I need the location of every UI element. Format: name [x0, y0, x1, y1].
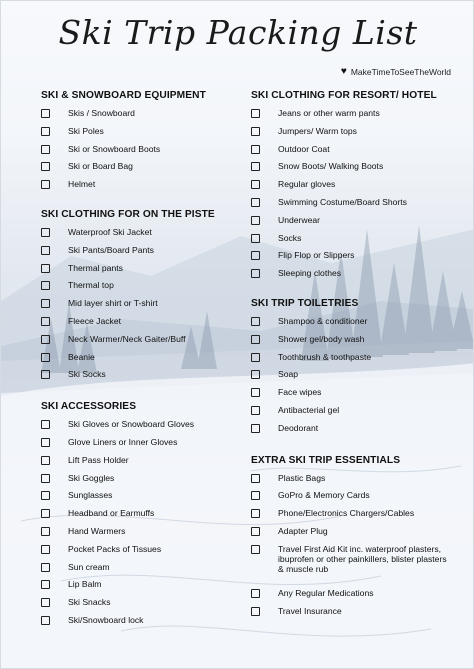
checkbox[interactable] — [251, 269, 260, 278]
list-item — [251, 405, 461, 423]
checkbox[interactable] — [41, 335, 50, 344]
checkbox[interactable] — [41, 162, 50, 171]
checkbox[interactable] — [41, 616, 50, 625]
checkbox[interactable] — [41, 353, 50, 362]
checkbox[interactable] — [251, 198, 260, 207]
item-label: Beanie — [68, 351, 95, 362]
list-item — [41, 369, 251, 387]
item-label: GoPro & Memory Cards — [278, 490, 370, 501]
item-label: Fleece Jacket — [68, 315, 122, 326]
checkbox[interactable] — [41, 580, 50, 589]
list-item — [41, 263, 251, 281]
checkbox[interactable] — [41, 438, 50, 447]
list-item — [41, 437, 251, 455]
list-item — [41, 419, 251, 437]
list-item — [41, 508, 251, 526]
item-label: Sun cream — [68, 561, 110, 572]
checkbox[interactable] — [251, 162, 260, 171]
item-label: Sleeping clothes — [278, 268, 342, 279]
item-label: Lift Pass Holder — [68, 454, 129, 465]
item-label: Adapter Plug — [278, 525, 328, 536]
item-label: Phone/Electronics Chargers/Cables — [278, 508, 415, 519]
item-label: Hand Warmers — [68, 525, 126, 536]
list-item — [41, 108, 251, 126]
item-label: Regular gloves — [278, 179, 336, 190]
item-label: Flip Flop or Slippers — [278, 250, 355, 261]
list-item — [251, 423, 461, 441]
checkbox[interactable] — [251, 607, 260, 616]
item-label: Underwear — [278, 214, 321, 225]
item-label: Antibacterial gel — [278, 404, 340, 415]
list-item — [41, 298, 251, 316]
list-item — [41, 455, 251, 473]
checkbox[interactable] — [41, 598, 50, 607]
checkbox[interactable] — [41, 281, 50, 290]
list-item — [41, 245, 251, 263]
checkbox[interactable] — [251, 545, 260, 554]
section-title: SKI CLOTHING FOR ON THE PISTE — [41, 208, 215, 220]
heart-icon: ♥ — [340, 66, 347, 77]
section-equipment — [41, 89, 251, 197]
checkbox[interactable] — [251, 589, 260, 598]
checkbox[interactable] — [41, 491, 50, 500]
checkbox[interactable] — [251, 216, 260, 225]
item-label: Travel Insurance — [278, 605, 342, 616]
checkbox[interactable] — [41, 509, 50, 518]
checkbox[interactable] — [251, 335, 260, 344]
item-label: Shower gel/body wash — [278, 333, 365, 344]
checkbox[interactable] — [251, 491, 260, 500]
item-label: Swimming Costume/Board Shorts — [278, 196, 407, 207]
item-label: Ski/Snowboard lock — [68, 614, 144, 625]
left-column — [41, 89, 251, 633]
checkbox[interactable] — [251, 370, 260, 379]
checkbox[interactable] — [251, 527, 260, 536]
section-toiletries — [251, 297, 461, 441]
list-item — [41, 179, 251, 197]
page-title: Ski Trip Packing List — [58, 13, 418, 52]
checkbox[interactable] — [251, 251, 260, 260]
list-item — [41, 473, 251, 491]
item-label: Ski or Snowboard Boots — [68, 143, 161, 154]
list-item — [41, 280, 251, 298]
checkbox[interactable] — [41, 180, 50, 189]
item-label: Ski Gloves or Snowboard Gloves — [68, 419, 195, 430]
checkbox[interactable] — [251, 180, 260, 189]
section-title: SKI & SNOWBOARD EQUIPMENT — [41, 90, 206, 101]
checkbox[interactable] — [41, 228, 50, 237]
list-item — [41, 352, 251, 370]
credit-line — [341, 67, 451, 77]
section-title: SKI TRIP TOILETRIES — [251, 297, 359, 309]
item-label: Helmet — [68, 179, 96, 190]
section-title: SKI CLOTHING FOR RESORT/ HOTEL — [251, 90, 437, 101]
list-item — [251, 369, 461, 387]
item-label: Soap — [278, 369, 299, 380]
checkbox[interactable] — [251, 234, 260, 243]
item-label: Ski Goggles — [68, 472, 115, 483]
list-item — [41, 227, 251, 245]
checkbox[interactable] — [41, 145, 50, 154]
item-label: Waterproof Ski Jacket — [68, 226, 152, 237]
item-label: Plastic Bags — [278, 472, 326, 483]
item-label: Neck Warmer/Neck Gaiter/Buff — [68, 333, 186, 344]
right-column — [251, 89, 461, 623]
list-item — [41, 490, 251, 508]
item-label: Jumpers/ Warm tops — [278, 125, 357, 136]
item-label: Ski Pants/Board Pants — [68, 244, 154, 255]
list-item — [41, 334, 251, 352]
item-label: Thermal top — [68, 280, 114, 291]
checkbox[interactable] — [251, 109, 260, 118]
list-item — [41, 526, 251, 544]
list-item — [251, 197, 461, 215]
list-item — [251, 334, 461, 352]
item-label: Deodorant — [278, 422, 319, 433]
item-label: Mid layer shirt or T-shirt — [68, 298, 158, 309]
list-item — [41, 615, 251, 633]
list-item — [251, 126, 461, 144]
list-item — [251, 352, 461, 370]
checkbox[interactable] — [41, 264, 50, 273]
list-item — [41, 544, 251, 562]
item-label: Snow Boots/ Walking Boots — [278, 161, 384, 172]
list-item — [251, 233, 461, 251]
item-label: Outdoor Coat — [278, 143, 330, 154]
list-item — [251, 215, 461, 233]
list-item — [251, 250, 461, 268]
checkbox[interactable] — [41, 527, 50, 536]
list-item — [41, 161, 251, 179]
list-item — [251, 588, 461, 606]
list-item — [251, 387, 461, 405]
item-label: Lip Balm — [68, 579, 102, 590]
item-label: Ski Poles — [68, 125, 104, 136]
checkbox[interactable] — [251, 127, 260, 136]
item-label: Headband or Earmuffs — [68, 508, 155, 519]
list-item — [251, 268, 461, 286]
checkbox[interactable] — [41, 317, 50, 326]
item-label: Toothbrush & toothpaste — [278, 351, 372, 362]
list-item — [41, 597, 251, 615]
list-item — [251, 526, 461, 544]
checkbox[interactable] — [41, 456, 50, 465]
checkbox[interactable] — [251, 388, 260, 397]
list-item — [251, 473, 461, 491]
item-label: Thermal pants — [68, 262, 123, 273]
item-label: Travel First Aid Kit inc. waterproof plasters, ibuprofen or other painkillers, blister plasters & muscle rub — [278, 543, 447, 574]
checkbox[interactable] — [41, 545, 50, 554]
list-item — [251, 490, 461, 508]
list-item — [41, 562, 251, 580]
item-label: Sunglasses — [68, 490, 113, 501]
section-accessories — [41, 400, 251, 633]
item-label: Shampoo & conditioner — [278, 315, 368, 326]
section-piste-clothing — [41, 208, 251, 387]
list-item — [251, 508, 461, 526]
section-title: SKI ACCESSORIES — [41, 401, 137, 413]
item-label: Face wipes — [278, 387, 322, 398]
item-label: Ski Snacks — [68, 597, 111, 608]
list-item — [41, 144, 251, 162]
checkbox[interactable] — [251, 353, 260, 362]
checkbox[interactable] — [41, 127, 50, 136]
section-resort-clothing — [251, 89, 461, 286]
checkbox[interactable] — [251, 424, 260, 433]
checkbox[interactable] — [251, 145, 260, 154]
section-essentials — [251, 454, 461, 624]
checkbox[interactable] — [41, 109, 50, 118]
item-label: Socks — [278, 232, 302, 243]
list-item — [251, 544, 461, 588]
list-item — [41, 316, 251, 334]
checkbox[interactable] — [41, 299, 50, 308]
checkbox[interactable] — [251, 474, 260, 483]
list-item — [251, 179, 461, 197]
checkbox[interactable] — [41, 563, 50, 572]
list-item — [41, 126, 251, 144]
checkbox[interactable] — [41, 420, 50, 429]
list-item — [251, 161, 461, 179]
item-label: Glove Liners or Inner Gloves — [68, 436, 178, 447]
item-label: Ski Socks — [68, 369, 106, 380]
item-label: Ski or Board Bag — [68, 161, 133, 172]
section-title: EXTRA SKI TRIP ESSENTIALS — [251, 454, 401, 466]
checkbox[interactable] — [251, 317, 260, 326]
checkbox[interactable] — [41, 474, 50, 483]
list-item — [251, 606, 461, 624]
list-item — [41, 579, 251, 597]
checkbox[interactable] — [251, 406, 260, 415]
item-label: Any Regular Medications — [278, 587, 374, 598]
checkbox[interactable] — [41, 246, 50, 255]
list-item — [251, 144, 461, 162]
list-item — [251, 108, 461, 126]
credit-text: MakeTimeToSeeTheWorld — [350, 67, 451, 77]
item-label: Skis / Snowboard — [68, 108, 135, 118]
checkbox[interactable] — [251, 509, 260, 518]
item-label: Pocket Packs of Tissues — [68, 543, 162, 554]
checkbox[interactable] — [41, 370, 50, 379]
item-label: Jeans or other warm pants — [278, 108, 380, 118]
list-item — [251, 316, 461, 334]
